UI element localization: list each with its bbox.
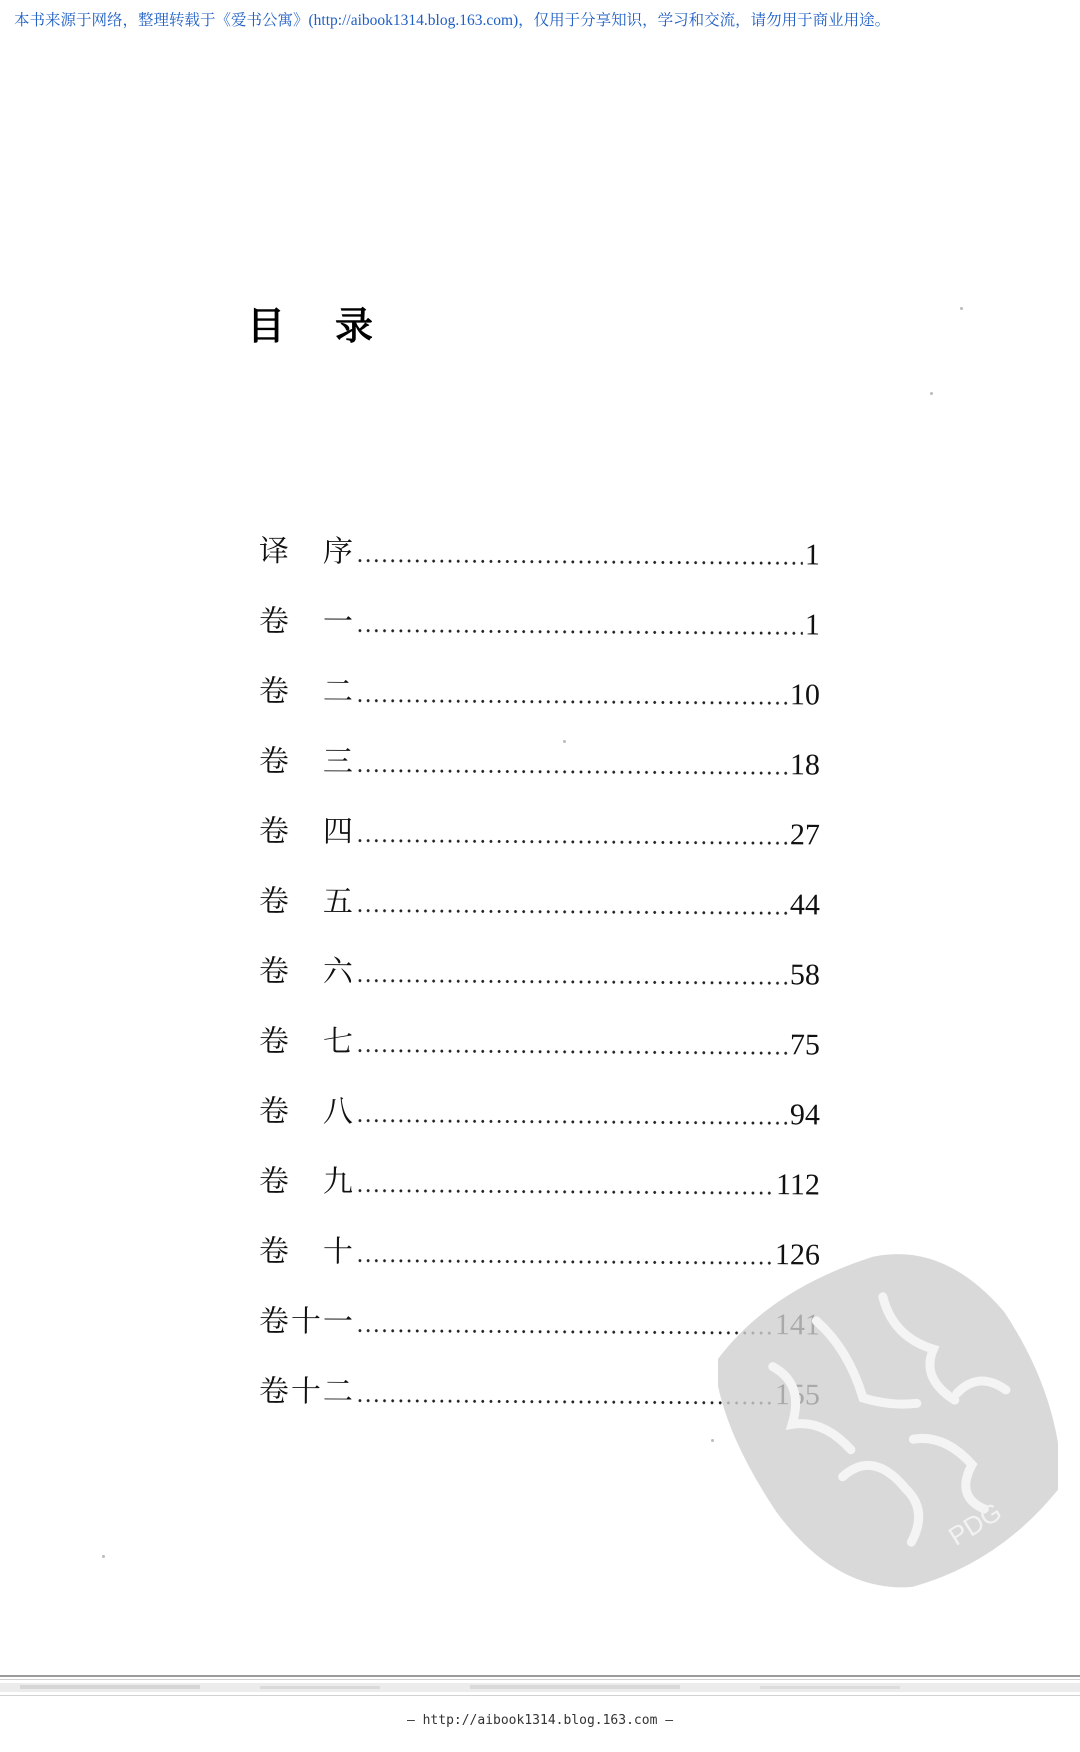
source-notice: 本书来源于网络，整理转载于《爱书公寓》(http://aibook1314.blog.163.com)，仅用于分享知识，学习和交流，请勿用于商业用途。 [14,12,891,29]
toc-dot-leader [356,533,803,576]
toc-entry-char: 卷 [258,744,290,780]
toc-dot-leader [356,883,788,926]
toc-page-number: 58 [789,958,821,992]
toc-dot-leader [356,603,803,646]
toc-entry-label [258,742,354,783]
toc-entry-label [258,1302,354,1343]
toc-entry-label [258,882,354,923]
toc-entry-gap [290,812,322,852]
toc-entry-label [258,602,354,643]
toc-entry-char: 卷 [258,1374,290,1410]
watermark-text: PDG [943,1496,1007,1552]
toc-entry-char: 九 [322,1164,354,1200]
toc-dot-leader [356,953,788,996]
toc-entry-gap [290,602,322,642]
toc-entry-gap [290,672,322,712]
toc-entry [258,1062,820,1135]
toc-entry-char: 五 [322,884,354,920]
toc-entry-char: 十 [290,1374,322,1410]
toc-entry-char: 二 [322,1374,354,1410]
toc-entry-char: 二 [322,674,354,710]
toc-entry-gap [290,882,322,922]
toc-entry-char: 十 [290,1304,322,1340]
toc-entry [258,782,820,855]
toc-entry-label [258,672,354,713]
toc-entry-char: 译 [258,534,290,570]
toc-entry-label [258,532,354,573]
toc-entry-char: 八 [322,1094,354,1130]
toc-entry-char: 十 [322,1234,354,1270]
toc-entry-char: 卷 [258,1304,290,1340]
toc-entry-char: 序 [322,534,354,570]
scan-speck [930,392,933,395]
toc-entry-char: 卷 [258,604,290,640]
toc-entry [258,852,820,925]
toc-page-number: 27 [789,818,821,852]
scan-edge-rule [0,1675,1080,1701]
toc-entry-gap [290,1162,322,1202]
toc-entry-char: 卷 [258,814,290,850]
scan-speck [563,740,566,743]
toc-page-number: 126 [774,1238,821,1272]
toc-entry [258,572,820,645]
toc-dot-leader [356,743,788,786]
toc-page-number: 75 [789,1028,821,1062]
toc-entry-char: 卷 [258,884,290,920]
toc-entry-char: 卷 [258,1024,290,1060]
toc-entry [258,502,820,575]
toc-entry-label [258,1092,354,1133]
toc-entry-label [258,1372,354,1413]
toc-entry [258,712,820,785]
scan-speck [102,1555,105,1558]
toc-entry-gap [290,742,322,782]
toc-entry-char: 卷 [258,1094,290,1130]
pdg-seal-watermark [718,1228,1058,1598]
toc-entry-gap [290,532,322,572]
footer-url: — http://aibook1314.blog.163.com — [406,1713,674,1728]
toc-entry-char: 六 [322,954,354,990]
scan-speck [960,307,963,310]
toc-entry-char: 卷 [258,1234,290,1270]
toc-entry [258,992,820,1065]
toc-page-number: 94 [789,1098,821,1132]
toc-dot-leader [356,813,788,856]
toc-page-number: 1 [804,608,821,642]
toc-dot-leader [356,1373,773,1416]
toc-entry-gap [290,1232,322,1272]
toc-entry-char: 三 [322,744,354,780]
toc-dot-leader [356,1303,773,1346]
toc-entry-char: 七 [322,1024,354,1060]
toc-page-number: 112 [775,1168,821,1202]
toc-title: 目录 [247,303,424,348]
toc-page-number: 44 [789,888,821,922]
toc-dot-leader [356,1233,773,1276]
toc-entry-label [258,1162,354,1203]
toc-entry [258,642,820,715]
toc-entry-label [258,1022,354,1063]
toc-entry-char: 卷 [258,954,290,990]
toc-dot-leader [356,1023,788,1066]
toc-entry-char: 卷 [258,1164,290,1200]
toc-entry-gap [290,952,322,992]
toc-entry-label [258,812,354,853]
toc-entry-gap [290,1022,322,1062]
toc-entry-gap [290,1092,322,1132]
toc-dot-leader [356,1093,788,1136]
toc-entry-label [258,952,354,993]
toc-dot-leader [356,1163,774,1206]
scan-speck [711,1439,714,1442]
toc-entry-char: 一 [322,604,354,640]
toc-entry-char: 卷 [258,674,290,710]
toc-dot-leader [356,673,788,716]
toc-entry [258,1132,820,1205]
toc-entry [258,922,820,995]
toc-page-number: 10 [789,678,821,712]
toc-entry-char: 四 [322,814,354,850]
toc-page-number: 1 [804,538,821,572]
toc-entry-char: 一 [322,1304,354,1340]
toc-entry-label [258,1232,354,1273]
toc-page-number: 18 [789,748,821,782]
